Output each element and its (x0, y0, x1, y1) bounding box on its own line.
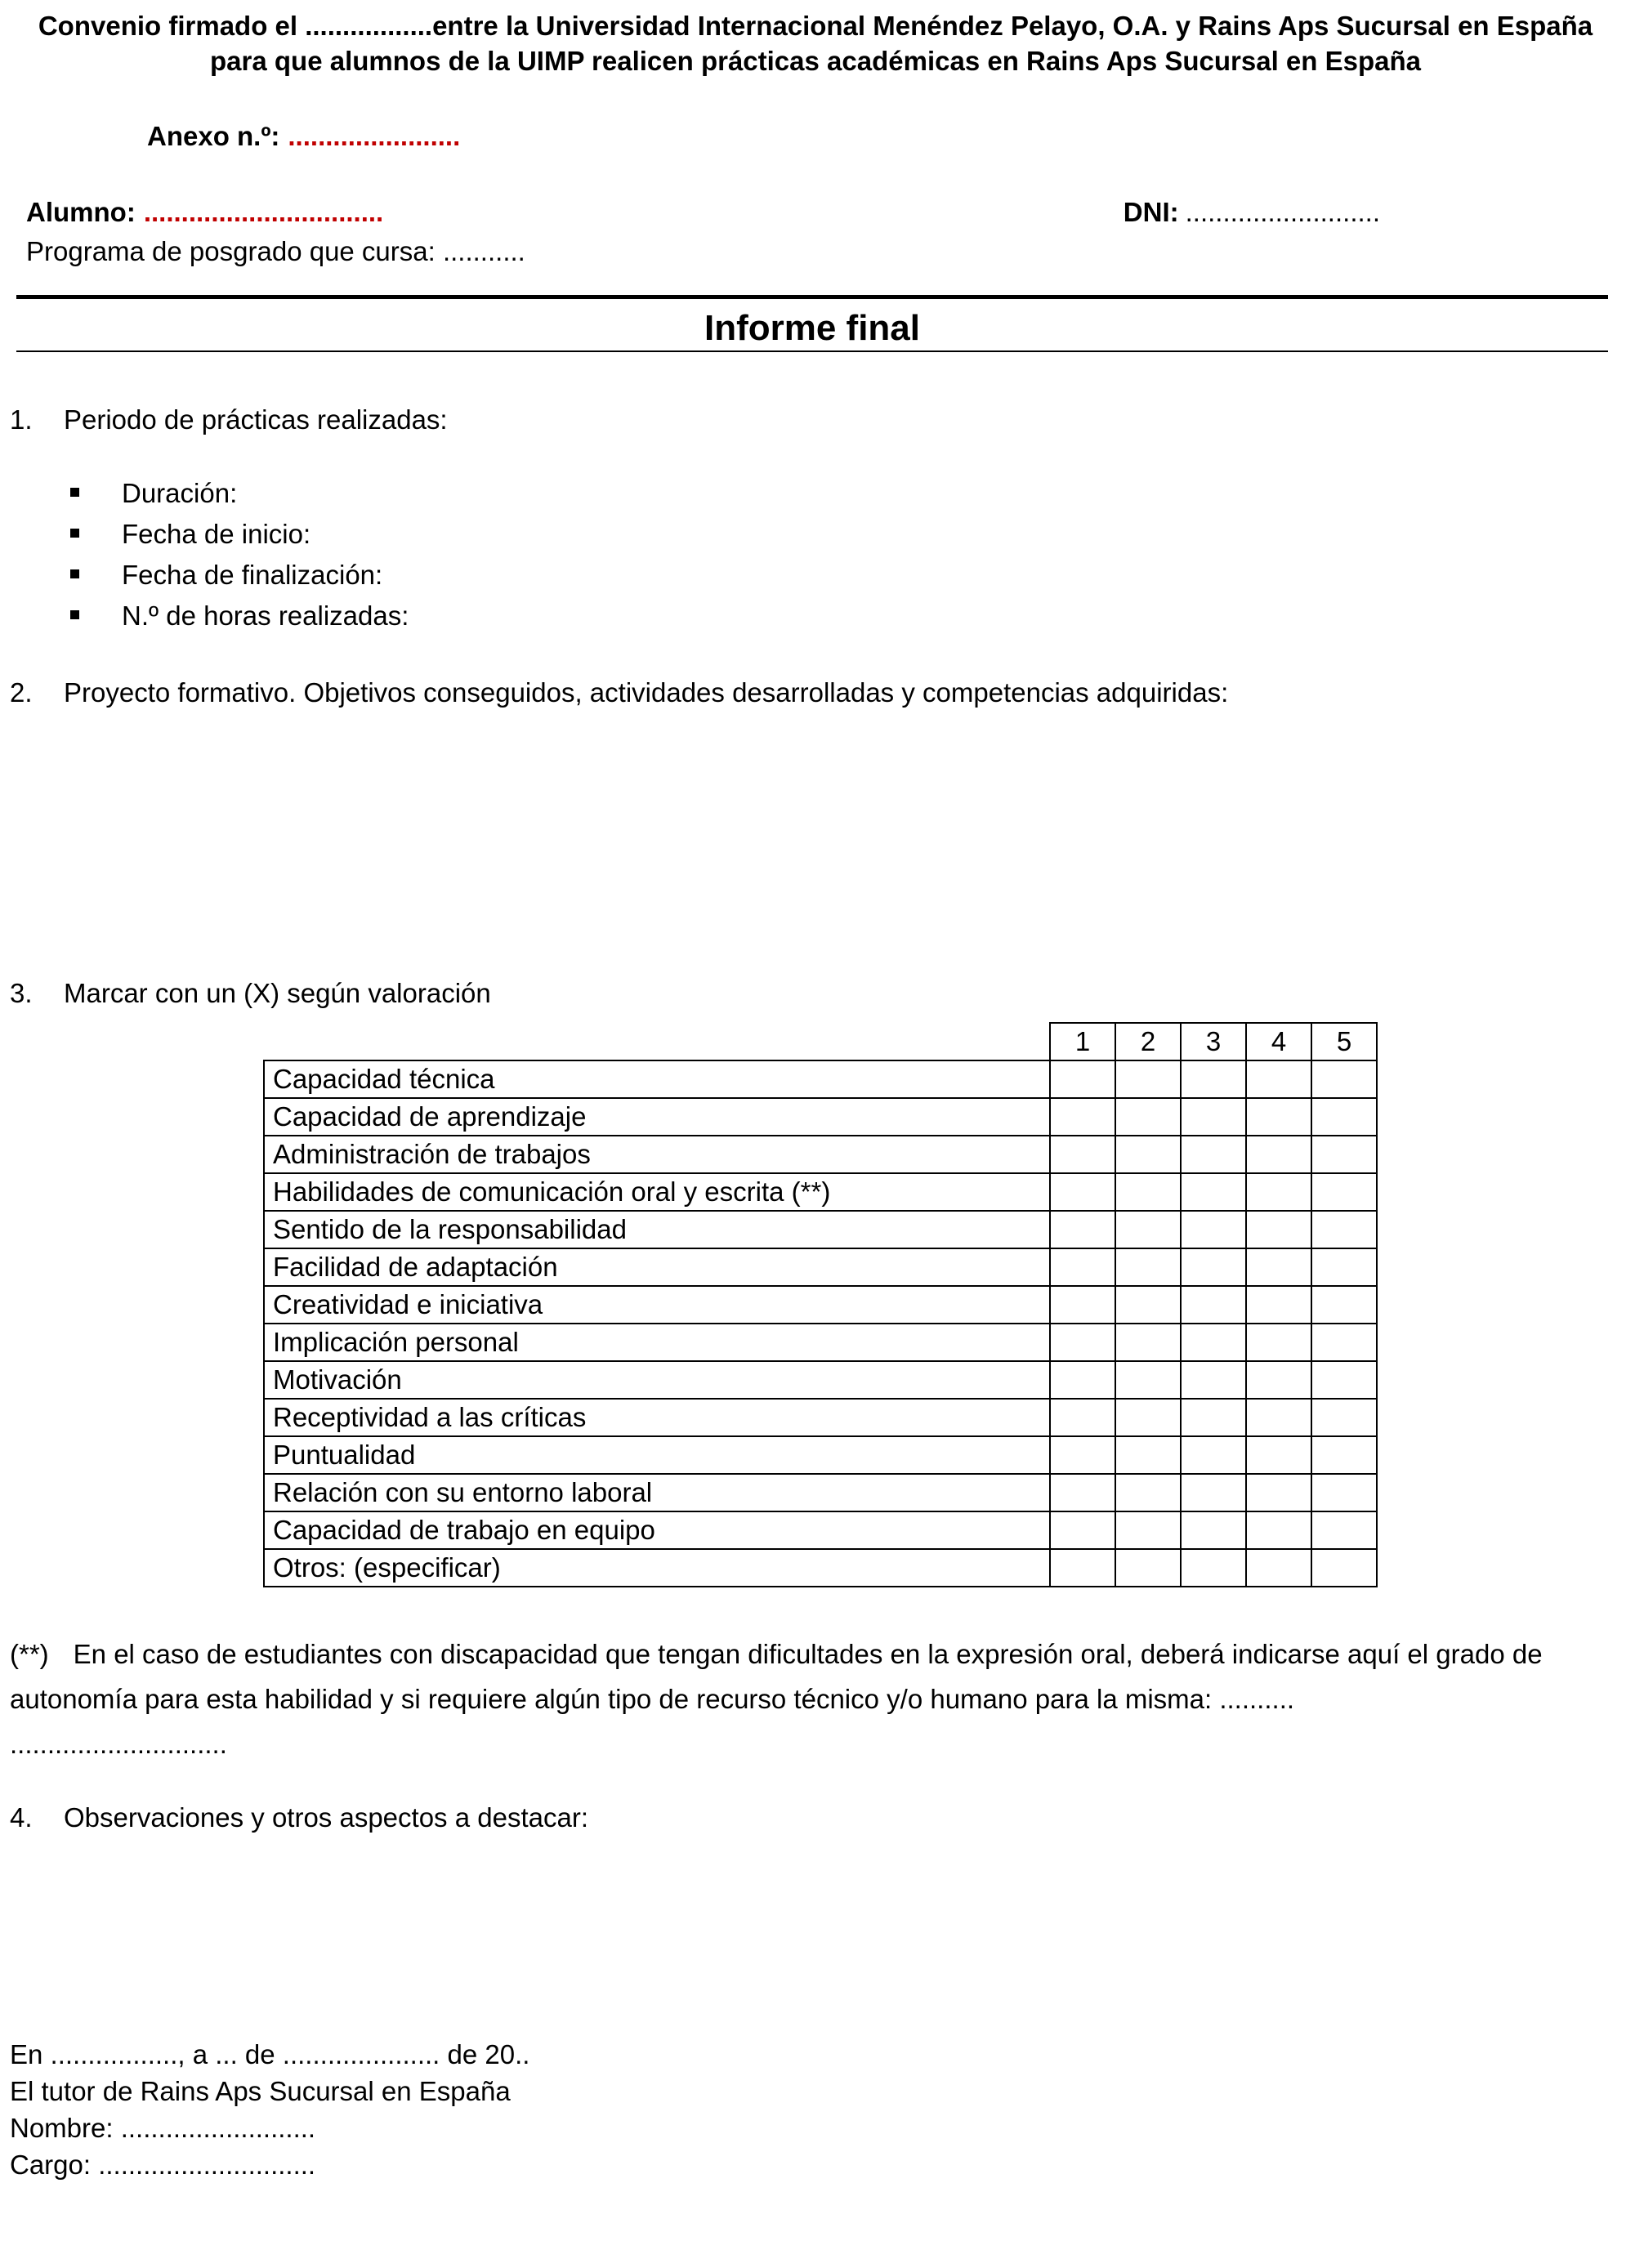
rating-cell[interactable] (1181, 1211, 1246, 1248)
bullet-item (70, 555, 1621, 596)
dni-label: DNI: (1123, 197, 1179, 227)
square-bullet-icon (70, 488, 79, 497)
rating-cell[interactable] (1311, 1474, 1377, 1511)
rating-cell[interactable] (1246, 1324, 1311, 1361)
anexo-field (147, 121, 1621, 152)
square-bullet-icon (70, 610, 79, 619)
rating-row-label: Puntualidad (264, 1436, 1050, 1474)
rating-cell[interactable] (1181, 1549, 1246, 1587)
rating-header-cell: 1 (1050, 1023, 1115, 1060)
rating-cell[interactable] (1115, 1098, 1181, 1136)
rating-cell[interactable] (1181, 1399, 1246, 1436)
dni-dotted-line: .......................... (1185, 197, 1380, 227)
rating-cell[interactable] (1050, 1286, 1115, 1324)
rating-cell[interactable] (1246, 1511, 1311, 1549)
section-3-heading (10, 978, 1621, 1009)
rating-header-cell: 2 (1115, 1023, 1181, 1060)
document-header (10, 8, 1621, 78)
square-bullet-icon (70, 529, 79, 538)
rating-cell[interactable] (1311, 1136, 1377, 1173)
anexo-dotted-line: ....................... (288, 121, 461, 151)
section-2-heading (10, 677, 1621, 708)
rating-row-label: Capacidad técnica (264, 1060, 1050, 1098)
footnote-text: En el caso de estudiantes con discapacidad que tengan dificultades en la expresión oral, deberá indicarse aquí el grado de autonomía para esta habilidad y si requiere algún tipo de recurso técnico y/o humano para la misma: .......... (10, 1639, 1543, 1714)
rating-cell[interactable] (1246, 1248, 1311, 1286)
rating-cell[interactable] (1311, 1361, 1377, 1399)
dni-field (1124, 197, 1380, 228)
rating-row-label: Capacidad de trabajo en equipo (264, 1511, 1050, 1549)
rating-cell[interactable] (1181, 1436, 1246, 1474)
rating-cell[interactable] (1181, 1511, 1246, 1549)
title-block (16, 295, 1608, 352)
rating-row (264, 1361, 1377, 1399)
rating-cell[interactable] (1050, 1173, 1115, 1211)
section-4-heading (10, 1802, 1621, 1833)
rating-cell[interactable] (1246, 1399, 1311, 1436)
rating-cell[interactable] (1246, 1549, 1311, 1587)
alumno-label: Alumno: (26, 197, 136, 227)
rating-cell[interactable] (1246, 1286, 1311, 1324)
rating-cell[interactable] (1311, 1286, 1377, 1324)
anexo-label: Anexo n.º: (147, 121, 280, 151)
rating-cell[interactable] (1050, 1436, 1115, 1474)
footnote-continuation-dots: ............................. (10, 1729, 227, 1759)
square-bullet-icon (70, 569, 79, 578)
rating-cell[interactable] (1050, 1399, 1115, 1436)
period-bullet-list (70, 473, 1621, 636)
rating-row-label: Motivación (264, 1361, 1050, 1399)
rating-row (264, 1436, 1377, 1474)
rating-table (263, 1022, 1378, 1587)
rating-cell[interactable] (1050, 1474, 1115, 1511)
rating-row (264, 1060, 1377, 1098)
rating-row (264, 1549, 1377, 1587)
footnote-marker: (**) (10, 1639, 49, 1669)
section-1-text: Periodo de prácticas realizadas: (64, 404, 448, 435)
rating-row-label: Habilidades de comunicación oral y escrita (**) (264, 1173, 1050, 1211)
rating-cell[interactable] (1115, 1211, 1181, 1248)
rating-cell[interactable] (1181, 1324, 1246, 1361)
rating-row-label: Sentido de la responsabilidad (264, 1211, 1050, 1248)
bullet-text: Fecha de inicio: (122, 519, 311, 549)
rating-cell[interactable] (1246, 1436, 1311, 1474)
section-1-number: 1. (10, 404, 33, 435)
rating-cell[interactable] (1311, 1324, 1377, 1361)
section-3-text: Marcar con un (X) según valoración (64, 978, 491, 1008)
rating-row-label: Otros: (especificar) (264, 1549, 1050, 1587)
rating-cell[interactable] (1050, 1211, 1115, 1248)
rating-cell[interactable] (1311, 1511, 1377, 1549)
rating-cell[interactable] (1050, 1060, 1115, 1098)
rating-cell[interactable] (1050, 1324, 1115, 1361)
rating-cell[interactable] (1311, 1211, 1377, 1248)
rating-cell[interactable] (1050, 1248, 1115, 1286)
rating-row (264, 1324, 1377, 1361)
cargo-line: Cargo: ............................. (10, 2150, 316, 2180)
rating-header-cell: 4 (1246, 1023, 1311, 1060)
rating-row-label: Implicación personal (264, 1324, 1050, 1361)
rating-cell[interactable] (1115, 1286, 1181, 1324)
rating-row (264, 1511, 1377, 1549)
rating-row (264, 1211, 1377, 1248)
rating-cell[interactable] (1246, 1211, 1311, 1248)
bullet-text: Fecha de finalización: (122, 560, 383, 590)
programa-field: Programa de posgrado que cursa: ........... (26, 236, 525, 266)
rating-cell[interactable] (1115, 1361, 1181, 1399)
rating-cell[interactable] (1115, 1248, 1181, 1286)
rating-header-row (264, 1023, 1377, 1060)
rating-cell[interactable] (1115, 1549, 1181, 1587)
alumno-dotted-line: ................................ (143, 197, 384, 227)
header-line-1: Convenio firmado el .................entre la Universidad Internacional Menéndez Pelayo, O.A. y Rains Aps Sucursal en España (38, 11, 1593, 41)
rating-cell[interactable] (1181, 1286, 1246, 1324)
bullet-item (70, 473, 1621, 514)
rating-cell[interactable] (1311, 1098, 1377, 1136)
section-4-text: Observaciones y otros aspectos a destacar: (64, 1802, 588, 1833)
rating-row (264, 1286, 1377, 1324)
rating-cell[interactable] (1246, 1060, 1311, 1098)
rating-header-cell: 3 (1181, 1023, 1246, 1060)
rating-cell[interactable] (1181, 1474, 1246, 1511)
header-line-2: para que alumnos de la UIMP realicen prácticas académicas en Rains Aps Sucursal en España (210, 46, 1421, 76)
rating-cell[interactable] (1050, 1136, 1115, 1173)
rating-row-label: Relación con su entorno laboral (264, 1474, 1050, 1511)
rating-cell[interactable] (1115, 1324, 1181, 1361)
section-2-number: 2. (10, 677, 33, 708)
tutor-line: El tutor de Rains Aps Sucursal en España (10, 2076, 511, 2106)
rating-row-label: Receptividad a las críticas (264, 1399, 1050, 1436)
rating-cell[interactable] (1115, 1474, 1181, 1511)
rating-cell[interactable] (1311, 1399, 1377, 1436)
rating-row (264, 1248, 1377, 1286)
signature-block (10, 2036, 1621, 2183)
rating-cell[interactable] (1050, 1511, 1115, 1549)
rating-header-spacer (264, 1023, 1050, 1060)
rating-cell[interactable] (1050, 1361, 1115, 1399)
rating-cell[interactable] (1050, 1098, 1115, 1136)
rating-header-cell: 5 (1311, 1023, 1377, 1060)
rating-cell[interactable] (1115, 1060, 1181, 1098)
rating-cell[interactable] (1181, 1248, 1246, 1286)
rating-row-label: Administración de trabajos (264, 1136, 1050, 1173)
rating-row (264, 1399, 1377, 1436)
rating-cell[interactable] (1115, 1173, 1181, 1211)
section-4-number: 4. (10, 1802, 33, 1833)
rating-cell[interactable] (1181, 1361, 1246, 1399)
date-place-line: En ................., a ... de ..................... de 20.. (10, 2039, 530, 2069)
rating-row (264, 1474, 1377, 1511)
rating-cell[interactable] (1246, 1136, 1311, 1173)
bullet-text: N.º de horas realizadas: (122, 600, 409, 631)
rating-cell[interactable] (1181, 1098, 1246, 1136)
alumno-dni-row (26, 197, 1621, 228)
bullet-item (70, 596, 1621, 636)
nombre-line: Nombre: .......................... (10, 2113, 316, 2143)
rating-cell[interactable] (1050, 1549, 1115, 1587)
bullet-text: Duración: (122, 478, 238, 508)
rating-cell[interactable] (1246, 1098, 1311, 1136)
rating-cell[interactable] (1181, 1173, 1246, 1211)
alumno-field (26, 197, 383, 228)
rating-row-label: Capacidad de aprendizaje (264, 1098, 1050, 1136)
rating-row-label: Facilidad de adaptación (264, 1248, 1050, 1286)
rating-cell[interactable] (1181, 1136, 1246, 1173)
rating-cell[interactable] (1115, 1399, 1181, 1436)
rating-row (264, 1136, 1377, 1173)
rating-cell[interactable] (1115, 1136, 1181, 1173)
rating-cell[interactable] (1246, 1361, 1311, 1399)
footnote (10, 1632, 1621, 1721)
rating-row-label: Creatividad e iniciativa (264, 1286, 1050, 1324)
rating-cell[interactable] (1246, 1474, 1311, 1511)
rating-cell[interactable] (1311, 1248, 1377, 1286)
section-3-number: 3. (10, 978, 33, 1008)
rating-cell[interactable] (1311, 1436, 1377, 1474)
rating-row (264, 1098, 1377, 1136)
section-1-heading (10, 404, 1621, 435)
rating-cell[interactable] (1115, 1511, 1181, 1549)
rating-cell[interactable] (1311, 1060, 1377, 1098)
rating-cell[interactable] (1311, 1549, 1377, 1587)
rating-cell[interactable] (1115, 1436, 1181, 1474)
bullet-item (70, 514, 1621, 555)
document-title: Informe final (704, 308, 921, 348)
section-2-text: Proyecto formativo. Objetivos conseguidos, actividades desarrolladas y competencias adquiridas: (64, 677, 1229, 708)
rating-cell[interactable] (1311, 1173, 1377, 1211)
rating-cell[interactable] (1246, 1173, 1311, 1211)
rating-cell[interactable] (1181, 1060, 1246, 1098)
rating-row (264, 1173, 1377, 1211)
